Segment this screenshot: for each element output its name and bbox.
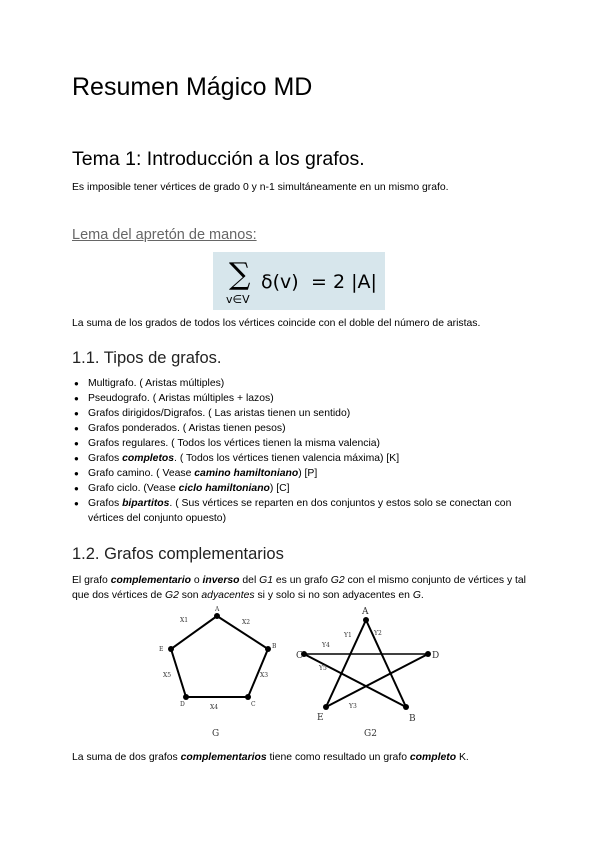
formula-term: δ(v) — [261, 271, 299, 293]
graph-g2 — [304, 620, 428, 707]
graph-g — [171, 616, 268, 697]
formula-image — [213, 252, 385, 310]
edge-label: X3 — [260, 672, 269, 679]
edge-label: Y3 — [349, 703, 357, 710]
vertex-label: A — [362, 607, 369, 617]
list-item: ● Grafo ciclo. (Vease ciclo hamiltoniano) [C] — [72, 481, 532, 496]
list-item: ● Pseudografo. ( Aristas múltiples + lazos) — [72, 391, 532, 406]
complementarios-sum: La suma de dos grafos complementarios tiene como resultado un grafo completo K. — [72, 752, 469, 763]
graph-g2-edge — [326, 654, 428, 707]
edge-label: X1 — [180, 617, 189, 624]
graph-g2-vertex — [323, 704, 329, 710]
vertex-label: C — [296, 651, 303, 661]
vertex-label: B — [272, 643, 277, 650]
list-item: ● Grafos bipartitos. ( Sus vértices se reparten en dos conjuntos y estos solo se conectan con vértices del conjunto opuesto) — [72, 496, 532, 526]
formula-subscript: v∈V — [226, 293, 250, 306]
lema-note: La suma de los grados de todos los vértices coincide con el doble del número de aristas. — [72, 318, 481, 329]
edge-label: Y4 — [322, 642, 330, 649]
tipos-list — [72, 376, 532, 526]
graph-g-vertex — [265, 646, 271, 652]
complementary-graphs-figure — [150, 606, 450, 742]
list-item: ● Grafos regulares. ( Todos los vértices tienen la misma valencia) — [72, 436, 532, 451]
complementarios-heading: 1.2. Grafos complementarios — [72, 545, 284, 563]
page-title: Resumen Mágico MD — [72, 73, 313, 101]
list-item: ● Grafos dirigidos/Digrafos. ( Las aristas tienen un sentido) — [72, 406, 532, 421]
edge-label: X4 — [210, 704, 219, 711]
vertex-label: B — [409, 714, 416, 724]
graph-g2-vertex — [403, 704, 409, 710]
list-item: ● Multigrafo. ( Aristas múltiples) — [72, 376, 532, 391]
vertex-label: C — [251, 701, 256, 708]
lema-heading: Lema del apretón de manos: — [72, 227, 257, 243]
graph-g2-edge — [304, 654, 406, 707]
complementarios-definition: El grafo complementario o inverso del G1 es un grafo G2 con el mismo conjunto de vértices y tal que dos vértices de G2 son adyacentes si y solo si no son adyacentes en G. — [72, 575, 526, 601]
formula-equals: = 2 |A| — [311, 271, 377, 293]
graph-g-caption: G — [212, 729, 220, 739]
tema-heading: Tema 1: Introducción a los grafos. — [72, 148, 365, 170]
list-item: ● Grafo camino. ( Vease camino hamiltoniano) [P] — [72, 466, 532, 481]
graph-g2-caption: G2 — [364, 729, 377, 739]
graph-g2-vertex — [425, 651, 431, 657]
edge-label: Y2 — [374, 630, 382, 637]
graph-g-vertex — [214, 613, 220, 619]
edge-label: Y1 — [344, 632, 352, 639]
edge-label: Y5 — [319, 665, 327, 672]
list-item: ● Grafos ponderados. ( Aristas tienen pesos) — [72, 421, 532, 436]
graph-g2-labels — [296, 607, 439, 739]
list-item: ● Grafos completos. ( Todos los vértices tienen valencia máxima) [K] — [72, 451, 532, 466]
edge-label: X2 — [242, 619, 251, 626]
vertex-label: D — [432, 651, 440, 661]
vertex-label: E — [317, 713, 324, 723]
edge-label: X5 — [163, 672, 172, 679]
graph-g-vertex — [245, 694, 251, 700]
tema-intro: Es imposible tener vértices de grado 0 y n-1 simultáneamente en un mismo grafo. — [72, 182, 449, 193]
tipos-heading: 1.1. Tipos de grafos. — [72, 349, 222, 367]
graph-g2-vertex — [363, 617, 369, 623]
graph-g2-edge — [366, 620, 406, 707]
handshake-formula — [213, 252, 385, 310]
pentagon-edges — [171, 616, 268, 697]
vertex-label: D — [180, 701, 185, 708]
vertex-label: A — [215, 606, 220, 613]
graph-g-vertex — [183, 694, 189, 700]
graph-g-vertex — [168, 646, 174, 652]
vertex-label: E — [159, 646, 164, 653]
formula-sum-symbol: ∑ — [229, 257, 251, 292]
graph-g-labels — [159, 606, 277, 739]
